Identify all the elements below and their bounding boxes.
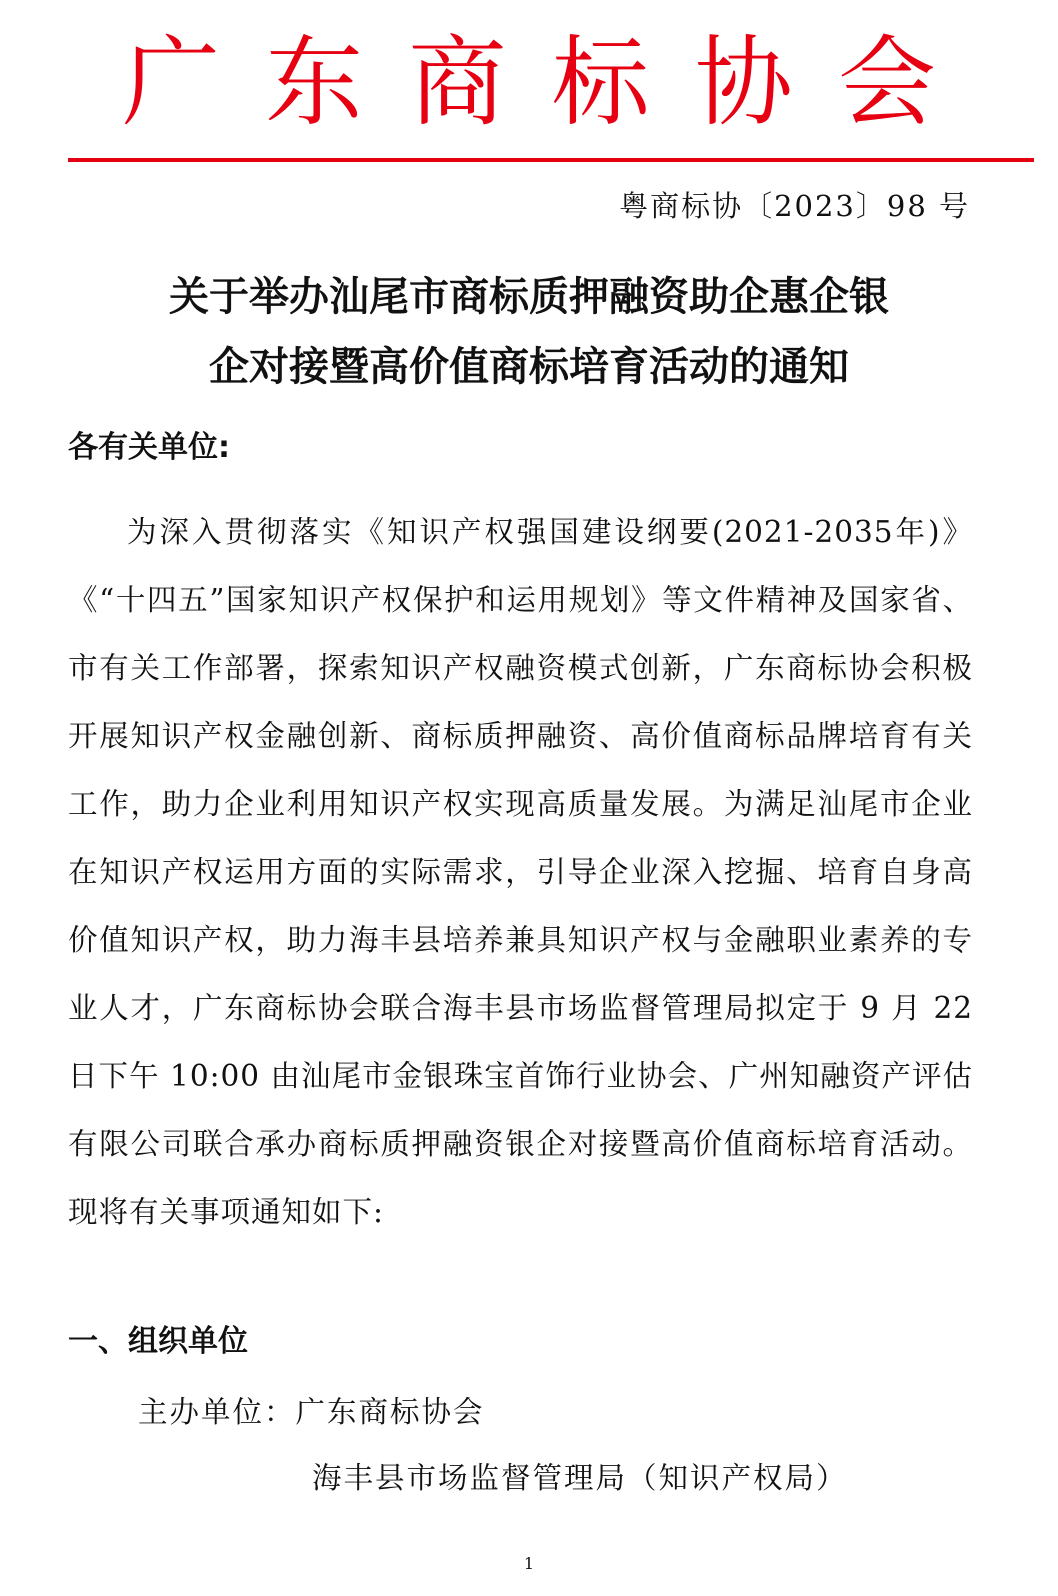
letterhead-char: 东	[265, 26, 364, 140]
co-host-organization: 海丰县市场监督管理局（知识产权局）	[312, 1461, 848, 1495]
letterhead-char: 协	[694, 26, 793, 140]
letterhead-char: 会	[837, 26, 936, 140]
letterhead-char: 广	[122, 26, 221, 140]
body-paragraph: 为深入贯彻落实《知识产权强国建设纲要(2021-2035年)》《“十四五”国家知识产权保护和运用规划》等文件精神及国家省、市有关工作部署，探索知识产权融资模式创新，广东商标协会积极开展知识产权金融创新、商标质押融资、高价值商标品牌培育有关工作，助力企业利用知识产权实现高质量发展。为满足汕尾市企业在知识产权运用方面的实际需求，引导企业深入挖掘、培育自身高价值知识产权，助力海丰县培养兼具知识产权与金融职业素养的专业人才，广东商标协会联合海丰县市场监督管理局拟定于 9 月 22 日下午 10:00 由汕尾市金银珠宝首饰行业协会、广州知融资产评估有限公司联合承办商标质押融资银企对接暨高价值商标培育活动。现将有关事项通知如下:	[68, 515, 973, 1229]
title-line-1: 关于举办汕尾市商标质押融资助企惠企银	[169, 274, 889, 320]
letterhead-divider	[68, 158, 1034, 162]
salutation: 各有关单位:	[68, 430, 230, 465]
section-heading-organizers: 一、组织单位	[68, 1324, 248, 1359]
notice-title	[60, 262, 998, 402]
page-number: 1	[523, 1554, 535, 1573]
title-line-2: 企对接暨高价值商标培育活动的通知	[209, 344, 849, 390]
letterhead-char: 标	[551, 26, 650, 140]
organization-letterhead	[60, 28, 998, 138]
host-organization: 主办单位：广东商标协会	[138, 1395, 485, 1429]
document-number: 粤商标协〔2023〕98 号	[619, 189, 970, 223]
letterhead-char: 商	[408, 26, 507, 140]
